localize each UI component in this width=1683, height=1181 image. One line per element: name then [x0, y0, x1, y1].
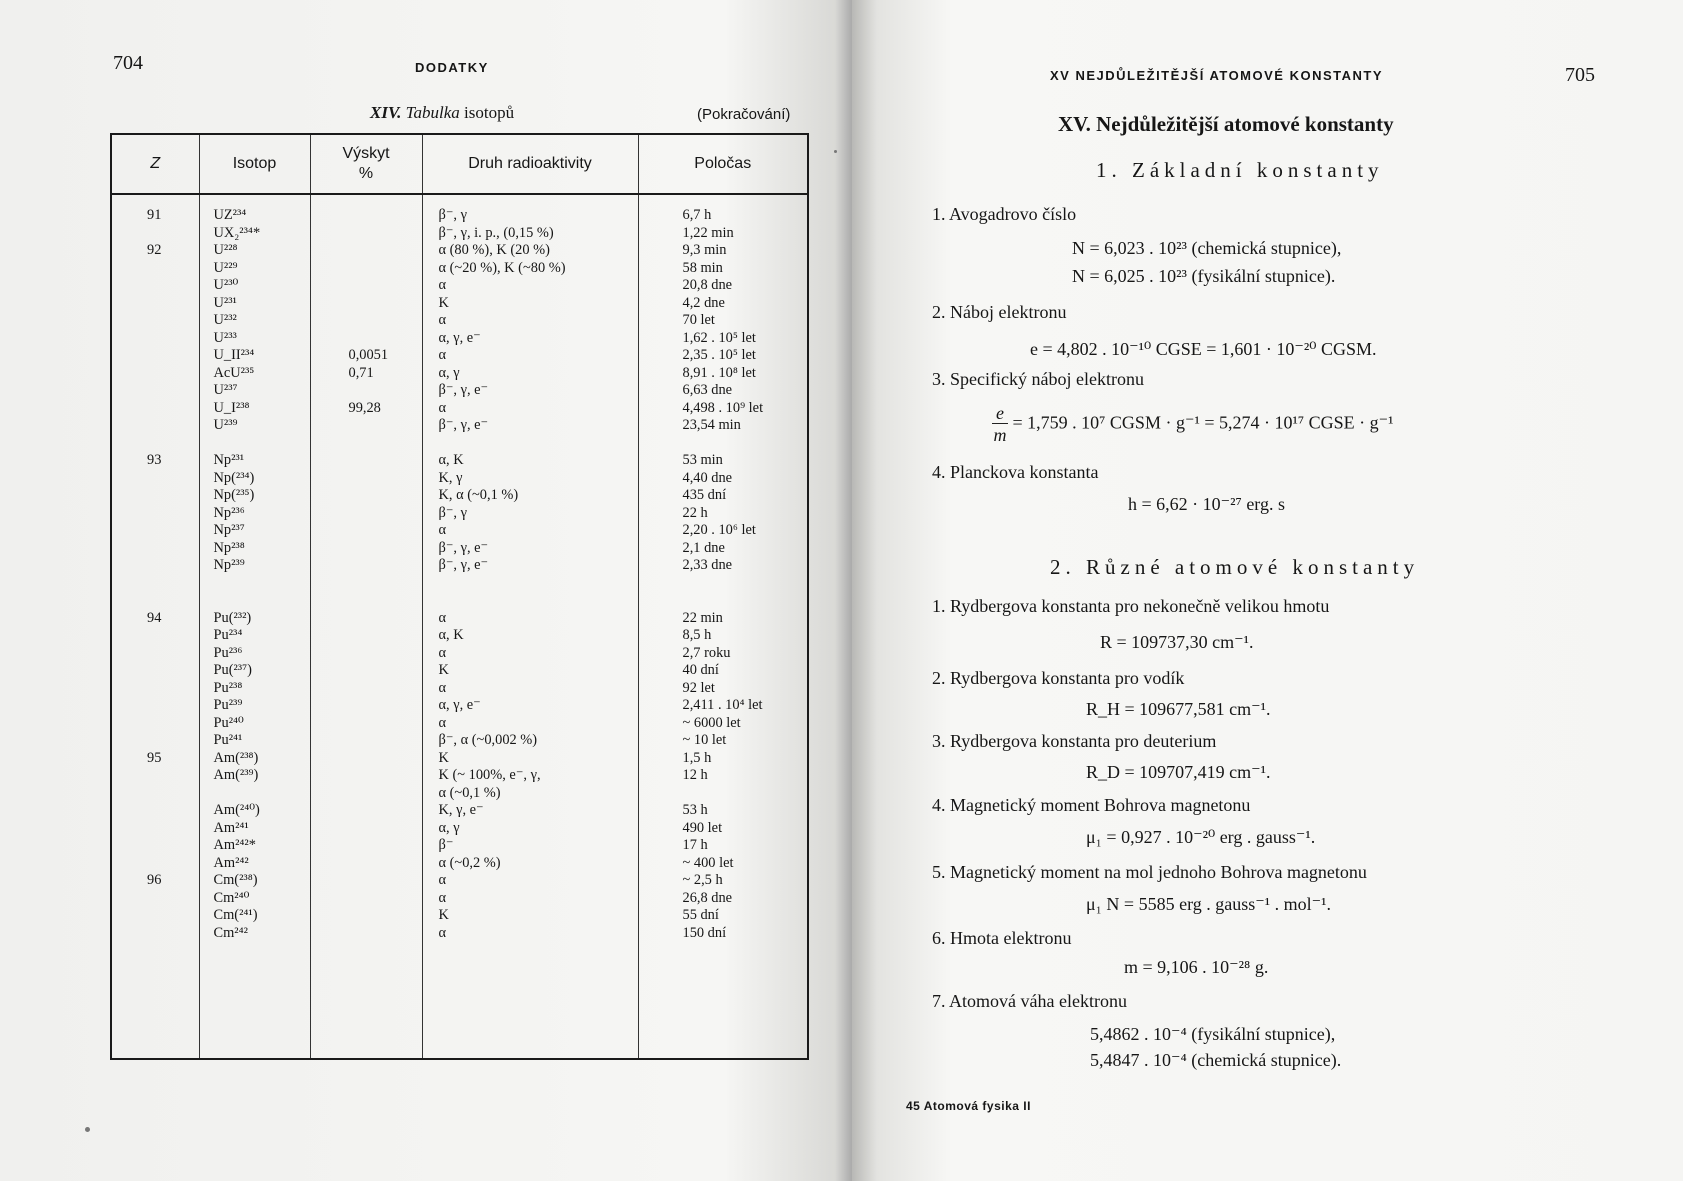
- decay-mode-value: K, γ: [438, 469, 463, 486]
- continued-note: (Pokračování): [697, 106, 791, 123]
- isotope-symbol: Am²⁴²: [213, 854, 249, 871]
- half-life-value: 4,2 dne: [682, 294, 725, 311]
- decay-mode-value: α (~0,2 %): [438, 854, 501, 871]
- half-life-value: 70 let: [682, 312, 715, 328]
- formula-specific-charge: $\frac{e}{m}$ = 1,759 . 10⁷ CGSM · g⁻¹ = 5,274 · 10¹⁷ CGSE · g⁻¹: [993, 403, 1394, 445]
- z-value: [147, 627, 198, 645]
- occurrence-value: [349, 452, 421, 470]
- isotope-symbol: Np²³⁶: [213, 504, 245, 521]
- formula: m = 9,106 . 10⁻²⁸ g.: [1124, 957, 1269, 977]
- isotope-symbol: U²³²: [213, 312, 237, 328]
- isotope-symbol: Np²³⁹: [213, 557, 245, 573]
- half-life-value: ~ 6000 let: [682, 714, 741, 731]
- table-header-row: [111, 134, 808, 194]
- footer-signature: 45 Atomová fysika II: [906, 1099, 1031, 1113]
- half-life-value: 6,7 h: [682, 207, 712, 223]
- constant-label: 1. Rydbergova konstanta pro nekonečně velikou hmotu: [932, 596, 1330, 616]
- isotope-symbol: Cm²⁴⁰: [213, 889, 250, 906]
- occurrence-value: [349, 802, 421, 820]
- occurrence-value: [349, 277, 421, 295]
- page-number: 704: [113, 52, 143, 74]
- occurrence-value: [349, 680, 421, 698]
- decay-mode-value: α: [438, 644, 447, 661]
- isotope-symbol: Np²³⁷: [213, 522, 245, 538]
- half-life-value: [683, 785, 807, 803]
- half-life-value: 20,8 dne: [682, 277, 733, 293]
- caption-rest: isotopů: [464, 103, 515, 122]
- occurrence-value: [349, 575, 421, 593]
- z-value: [147, 417, 198, 435]
- isotope-column: [199, 194, 310, 1059]
- decay-mode-value: α (80 %), K (20 %): [438, 242, 550, 258]
- occurrence-value: [349, 645, 421, 663]
- isotope-symbol: [214, 575, 309, 593]
- table-body-row: [111, 194, 808, 1059]
- half-life-value: 92 let: [682, 679, 715, 696]
- half-life-value: [683, 435, 807, 453]
- col-header-half-life: Poločas: [638, 134, 808, 194]
- z-value: 92: [147, 242, 162, 258]
- z-value: [147, 470, 198, 488]
- isotope-symbol: Np²³¹: [213, 452, 245, 468]
- paper-speck: [834, 150, 837, 153]
- occurrence-value: 0,71: [348, 364, 374, 381]
- half-life-value: 9,3 min: [682, 242, 727, 258]
- z-value: [147, 522, 198, 540]
- half-life-value: 490 let: [682, 819, 723, 836]
- constant-label: 5. Magnetický moment na mol jednoho Bohrova magnetonu: [932, 862, 1367, 882]
- formula: N = 6,025 . 10²³ (fysikální stupnice).: [1072, 266, 1336, 286]
- table-caption: [370, 103, 514, 123]
- occurrence-value: [349, 470, 421, 488]
- z-value: [147, 347, 198, 365]
- half-life-value: [683, 575, 807, 593]
- decay-mode-value: α: [438, 889, 447, 906]
- caption-tabulka: Tabulka: [405, 103, 460, 122]
- decay-mode-value: α: [438, 872, 447, 888]
- occurrence-value: [349, 750, 421, 768]
- constant-label: 1. Avogadrovo číslo: [932, 204, 1077, 224]
- decay-mode-value: K, γ, e⁻: [438, 802, 484, 818]
- formula: R_D = 109707,419 cm⁻¹.: [1086, 762, 1271, 782]
- z-value: 96: [147, 872, 162, 888]
- decay-mode-value: α, K: [438, 627, 464, 643]
- isotope-symbol: Pu²³⁸: [213, 679, 243, 696]
- isotope-symbol: U²³¹: [213, 294, 237, 311]
- z-value: [147, 662, 198, 680]
- isotope-symbol: U²³⁷: [213, 382, 238, 398]
- decay-mode-value: β⁻, γ, e⁻: [438, 539, 489, 556]
- decay-mode-value: [439, 435, 637, 453]
- z-value: [147, 820, 198, 838]
- occurrence-value: [349, 890, 421, 908]
- z-value: [147, 837, 198, 855]
- z-value: [147, 907, 198, 925]
- z-value: [147, 295, 198, 313]
- occurrence-value: [349, 592, 421, 610]
- section-heading: 2. Různé atomové konstanty: [1050, 555, 1420, 579]
- z-value: [147, 855, 198, 873]
- z-value: [147, 890, 198, 908]
- half-life-value: 2,35 . 10⁵ let: [682, 347, 756, 363]
- half-life-value: 23,54 min: [682, 417, 741, 433]
- z-value: [147, 365, 198, 383]
- half-life-value: 2,411 . 10⁴ let: [682, 697, 763, 713]
- occurrence-value: [349, 715, 421, 733]
- constant-label: 2. Náboj elektronu: [932, 302, 1067, 322]
- z-value: [147, 557, 198, 575]
- occurrence-value: 0,0051: [348, 347, 389, 363]
- half-life-value: [683, 592, 807, 610]
- decay-mode-value: K (~ 100%, e⁻, γ,: [438, 767, 541, 783]
- decay-mode-value: α (~0,1 %): [438, 784, 501, 801]
- half-life-value: 435 dní: [682, 487, 727, 503]
- col-header-occurrence: Výskyt %: [310, 134, 422, 194]
- z-value: [147, 277, 198, 295]
- constant-label: 4. Magnetický moment Bohrova magnetonu: [932, 795, 1251, 815]
- decay-mode-value: β⁻, γ, i. p., (0,15 %): [438, 224, 554, 241]
- col-header-decay-mode: Druh radioaktivity: [422, 134, 638, 194]
- occurrence-value: [349, 207, 421, 225]
- z-value: [147, 802, 198, 820]
- decay-mode-value: α: [438, 679, 447, 696]
- decay-mode-value: β⁻, γ, e⁻: [438, 557, 489, 573]
- decay-mode-value: K: [438, 907, 449, 923]
- decay-mode-value: K: [438, 749, 449, 766]
- z-column: [111, 194, 199, 1059]
- z-value: [147, 697, 198, 715]
- decay-mode-value: α, γ, e⁻: [438, 329, 481, 346]
- half-life-value: 4,498 . 10⁹ let: [682, 399, 764, 416]
- occurrence-value: [349, 855, 421, 873]
- z-value: [147, 487, 198, 505]
- isotope-symbol: UZ²³⁴: [213, 207, 247, 223]
- isotope-symbol: Am²⁴²*: [213, 837, 256, 853]
- decay-mode-value: α: [438, 277, 447, 293]
- decay-mode-value: β⁻, γ: [438, 207, 467, 223]
- half-life-value: 4,40 dne: [682, 469, 733, 486]
- page-title: XV. Nejdůležitější atomové konstanty: [1058, 112, 1394, 136]
- isotope-symbol: [214, 435, 309, 453]
- z-value: [147, 312, 198, 330]
- half-life-value: 6,63 dne: [682, 382, 733, 398]
- occurrence-value: [349, 907, 421, 925]
- decay-mode-value: α, γ, e⁻: [438, 697, 481, 713]
- occurrence-value: [349, 487, 421, 505]
- half-life-value: 1,22 min: [682, 224, 734, 241]
- occurrence-column: [310, 194, 422, 1059]
- right-page: [852, 0, 1683, 1181]
- isotope-symbol: U²³⁰: [213, 277, 239, 293]
- occurrence-value: [349, 225, 421, 243]
- decay-mode-value: β⁻, γ, e⁻: [438, 417, 489, 433]
- occurrence-value: [349, 242, 421, 260]
- decay-mode-value: α (~20 %), K (~80 %): [438, 259, 566, 276]
- occurrence-value: [349, 540, 421, 558]
- z-value: [147, 540, 198, 558]
- occurrence-value: [349, 522, 421, 540]
- isotope-symbol: Am²⁴¹: [213, 819, 249, 836]
- occurrence-value: [349, 820, 421, 838]
- half-life-value: 1,62 . 10⁵ let: [682, 329, 756, 346]
- decay-mode-value: α: [438, 522, 447, 538]
- col-header-isotope: Isotop: [199, 134, 310, 194]
- z-value: [147, 732, 198, 750]
- half-life-value: 53 min: [682, 452, 723, 468]
- decay-mode-value: α: [438, 312, 447, 328]
- decay-mode-value: α: [438, 924, 447, 941]
- occurrence-value: [349, 295, 421, 313]
- z-value: [147, 680, 198, 698]
- isotope-symbol: U²²⁹: [213, 259, 238, 276]
- half-life-value: 12 h: [682, 767, 708, 783]
- occurrence-value: [349, 732, 421, 750]
- half-life-value: 22 min: [682, 609, 723, 626]
- paper-speck: [85, 1127, 90, 1132]
- isotope-symbol: U²³³: [213, 329, 237, 346]
- isotope-symbol: Pu²⁴⁰: [213, 714, 244, 731]
- decay-mode-value: α, K: [438, 452, 464, 468]
- decay-mode-value: K, α (~0,1 %): [438, 487, 519, 503]
- half-life-value: 58 min: [682, 259, 723, 276]
- occurrence-value: [349, 557, 421, 575]
- half-life-value: 53 h: [682, 802, 708, 818]
- half-life-value: 8,5 h: [682, 627, 712, 643]
- z-value: [147, 505, 198, 523]
- z-value: [147, 785, 198, 803]
- z-value: 95: [147, 749, 162, 766]
- isotope-symbol: U_II²³⁴: [213, 347, 255, 363]
- decay-mode-value: α: [438, 714, 447, 731]
- occurrence-value: [349, 837, 421, 855]
- half-life-value: ~ 10 let: [682, 732, 727, 748]
- occurrence-value: [349, 435, 421, 453]
- isotope-symbol: UX₂²³⁴*: [213, 224, 261, 241]
- page-number: 705: [1565, 64, 1595, 86]
- isotope-symbol: Am(²³⁸): [213, 749, 259, 766]
- z-value: [147, 767, 198, 785]
- formula: 5,4847 . 10⁻⁴ (chemická stupnice).: [1090, 1050, 1342, 1070]
- constant-label: 3. Rydbergova konstanta pro deuterium: [932, 731, 1217, 751]
- half-life-value: 2,33 dne: [682, 557, 733, 573]
- half-life-value: 8,91 . 10⁸ let: [682, 364, 756, 381]
- half-life-value: 2,7 roku: [682, 644, 731, 661]
- half-life-value: 17 h: [682, 837, 708, 853]
- z-value: [147, 382, 198, 400]
- formula: μ₁ = 0,927 . 10⁻²⁰ erg . gauss⁻¹.: [1086, 827, 1316, 847]
- occurrence-value: [349, 260, 421, 278]
- isotope-symbol: Am(²⁴⁰): [213, 802, 260, 818]
- running-head: XV NEJDŮLEŽITĚJŠÍ ATOMOVÉ KONSTANTY: [1050, 68, 1383, 83]
- half-life-value: 2,20 . 10⁶ let: [682, 522, 756, 538]
- decay-mode-value: α, γ: [438, 364, 460, 381]
- decay-mode-value: K: [438, 662, 449, 678]
- isotope-symbol: Pu²³⁶: [213, 644, 243, 661]
- isotope-symbol: Cm²⁴²: [213, 924, 248, 941]
- half-life-value: 150 dní: [682, 924, 727, 941]
- formula: 5,4862 . 10⁻⁴ (fysikální stupnice),: [1090, 1024, 1336, 1044]
- isotope-symbol: U²²⁸: [213, 242, 238, 258]
- isotope-symbol: Np(²³⁵): [213, 487, 255, 503]
- z-value: 91: [147, 207, 162, 223]
- half-life-value: ~ 2,5 h: [682, 872, 723, 888]
- running-head: DODATKY: [415, 60, 489, 75]
- occurrence-value: [349, 312, 421, 330]
- caption-prefix: XIV.: [370, 103, 402, 122]
- z-value: [147, 715, 198, 733]
- occurrence-value: [349, 872, 421, 890]
- decay-mode-value: [439, 575, 637, 593]
- decay-mode-value: α: [438, 399, 447, 416]
- isotope-symbol: Am(²³⁹): [213, 767, 259, 783]
- occurrence-value: [349, 505, 421, 523]
- isotope-symbol: Pu(²³⁷): [213, 662, 252, 678]
- half-life-value: 1,5 h: [682, 749, 712, 766]
- isotope-symbol: U_I²³⁸: [213, 399, 250, 416]
- z-value: [147, 645, 198, 663]
- z-value: [147, 575, 198, 593]
- occurrence-value: [349, 697, 421, 715]
- occurrence-value: [349, 610, 421, 628]
- decay-mode-value: β⁻: [438, 837, 454, 853]
- formula: R_H = 109677,581 cm⁻¹.: [1086, 699, 1271, 719]
- z-value: 93: [147, 452, 162, 468]
- decay-mode-value: β⁻, α (~0,002 %): [438, 732, 538, 748]
- isotope-symbol: Pu²³⁴: [213, 627, 243, 643]
- decay-mode-value: α: [438, 609, 447, 626]
- col-header-z: Z: [111, 134, 199, 194]
- z-value: [147, 925, 198, 943]
- half-life-column: [638, 194, 808, 1059]
- z-value: [147, 592, 198, 610]
- decay-mode-value: α, γ: [438, 819, 460, 836]
- z-value: [147, 400, 198, 418]
- occurrence-value: [349, 417, 421, 435]
- fraction: $\frac{e}{m}$: [993, 403, 1007, 445]
- occurrence-value: [349, 382, 421, 400]
- isotope-symbol: Cm(²⁴¹): [213, 907, 258, 923]
- isotope-symbol: [214, 592, 309, 610]
- half-life-value: 2,1 dne: [682, 539, 725, 556]
- occurrence-value: [349, 662, 421, 680]
- half-life-value: 26,8 dne: [682, 889, 733, 906]
- formula: μ₁ N = 5585 erg . gauss⁻¹ . mol⁻¹.: [1086, 894, 1332, 914]
- constant-label: 3. Specifický náboj elektronu: [932, 369, 1144, 389]
- z-value: [147, 330, 198, 348]
- isotope-table: [110, 133, 809, 1060]
- formula: h = 6,62 · 10⁻²⁷ erg. s: [1128, 494, 1285, 514]
- isotope-symbol: Cm(²³⁸): [213, 872, 258, 888]
- occurrence-value: [349, 330, 421, 348]
- half-life-value: 55 dní: [682, 907, 719, 923]
- constant-label: 6. Hmota elektronu: [932, 928, 1072, 948]
- z-value: [147, 225, 198, 243]
- decay-mode-value: α: [438, 347, 447, 363]
- decay-mode-value: β⁻, γ, e⁻: [438, 382, 489, 398]
- constant-label: 4. Planckova konstanta: [932, 462, 1099, 482]
- occurrence-value: [349, 627, 421, 645]
- formula: R = 109737,30 cm⁻¹.: [1100, 632, 1254, 652]
- decay-mode-value: β⁻, γ: [438, 504, 467, 521]
- isotope-symbol: Np(²³⁴): [213, 469, 255, 486]
- isotope-symbol: U²³⁹: [213, 417, 238, 433]
- section-heading: 1. Základní konstanty: [1096, 158, 1384, 182]
- occurrence-value: [349, 767, 421, 785]
- decay-mode-column: [422, 194, 638, 1059]
- occurrence-value: 99,28: [348, 399, 381, 416]
- half-life-value: ~ 400 let: [682, 854, 734, 871]
- isotope-symbol: Pu²⁴¹: [213, 732, 243, 748]
- z-value: 94: [147, 609, 162, 626]
- isotope-symbol: AcU²³⁵: [213, 364, 255, 381]
- isotope-symbol: Pu²³⁹: [213, 697, 243, 713]
- z-value: [147, 435, 198, 453]
- isotope-symbol: Np²³⁸: [213, 539, 245, 556]
- formula: e = 4,802 . 10⁻¹⁰ CGSE = 1,601 · 10⁻²⁰ CGSM.: [1030, 339, 1377, 359]
- decay-mode-value: [439, 592, 637, 610]
- half-life-value: 22 h: [682, 504, 708, 521]
- isotope-symbol: Pu(²³²): [213, 609, 252, 626]
- occurrence-value: [349, 785, 421, 803]
- occurrence-value: [349, 925, 421, 943]
- constant-label: 2. Rydbergova konstanta pro vodík: [932, 668, 1185, 688]
- formula: N = 6,023 . 10²³ (chemická stupnice),: [1072, 238, 1342, 258]
- half-life-value: 40 dní: [682, 662, 719, 678]
- z-value: [147, 260, 198, 278]
- isotope-symbol: [214, 785, 309, 803]
- decay-mode-value: K: [438, 294, 449, 311]
- constant-label: 7. Atomová váha elektronu: [932, 991, 1127, 1011]
